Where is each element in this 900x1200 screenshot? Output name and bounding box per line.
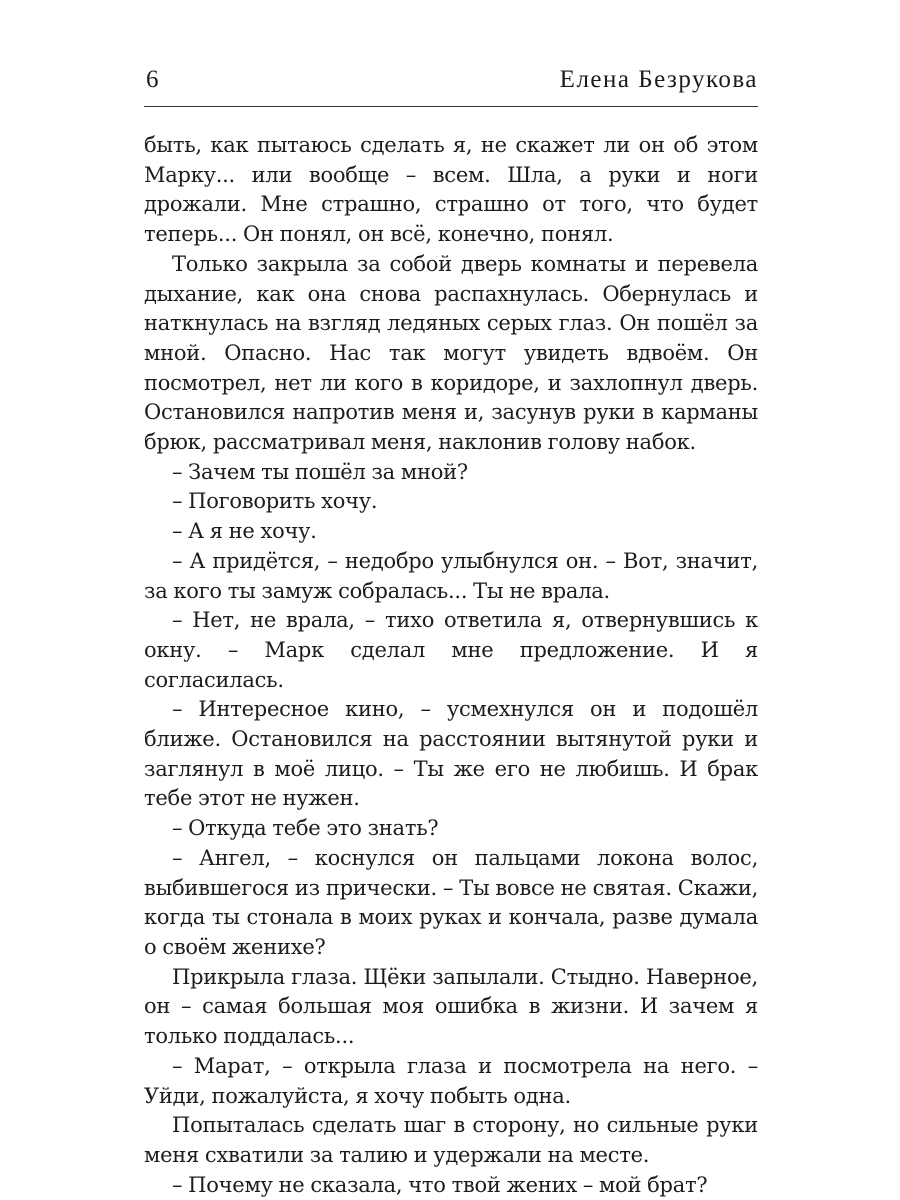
header-rule: [144, 106, 758, 107]
book-page: [144, 0, 758, 1200]
running-head: [144, 66, 758, 100]
dialogue-line: – Откуда тебе это знать?: [172, 816, 439, 841]
dialogue-line: – А я не хочу.: [172, 519, 317, 544]
dialogue-line: – А придётся, – недобро улыбнулся он. – Вот, значит, за кого ты замуж собралась... Ты не врала.: [144, 548, 758, 603]
dialogue-line: – Марат, – открыла глаза и посмотрела на него. – Уйди, пожалуйста, я хочу побыть одна.: [144, 1053, 758, 1108]
body-text: [144, 131, 758, 1200]
running-head-author: Елена Безрукова: [559, 66, 758, 93]
dialogue-line: – Поговорить хочу.: [172, 489, 378, 514]
page-number: 6: [146, 66, 160, 93]
dialogue-line: – Ангел, – коснулся он пальцами локона волос, выбившегося из прически. – Ты вовсе не святая. Скажи, когда ты стонала в моих руках и кончала, разве думала о своём женихе?: [144, 845, 758, 959]
paragraph: быть, как пытаюсь сделать я, не скажет ли он об этом Марку... или вообще – всем. Шла, а руки и ноги дрожали. Мне страшно, страшно от того, что будет теперь... Он понял, он всё, конечно, понял.: [144, 133, 758, 247]
paragraph: Попыталась сделать шаг в сторону, но сильные руки меня схватили за талию и удержали на месте.: [144, 1113, 758, 1167]
paragraph: Прикрыла глаза. Щёки запылали. Стыдно. Наверное, он – самая большая моя ошибка в жизни. И зачем я только поддалась...: [144, 964, 758, 1049]
paragraph: Только закрыла за собой дверь комнаты и перевела дыхание, как она снова распахнулась. Обернулась и наткнулась на взгляд ледяных серых глаз. Он пошёл за мной. Опасно. Нас так могут увидеть вдвоём. Он посмотрел, нет ли кого в коридоре, и захлопнул дверь. Остановился напротив меня и, засунув руки в карманы брюк, рассматривал меня, наклонив голову набок.: [144, 251, 758, 455]
dialogue-line: – Зачем ты пошёл за мной?: [172, 459, 468, 484]
dialogue-line: – Нет, не врала, – тихо ответила я, отвернувшись к окну. – Марк сделал мне предложение. И я согласилась.: [144, 608, 758, 692]
dialogue-line: – Интересное кино, – усмехнулся он и подошёл ближе. Остановился на расстоянии вытянутой руки и заглянул в моё лицо. – Ты же его не любишь. И брак тебе этот не нужен.: [144, 697, 758, 811]
dialogue-line: – Почему не сказала, что твой жених – мой брат?: [172, 1172, 708, 1197]
